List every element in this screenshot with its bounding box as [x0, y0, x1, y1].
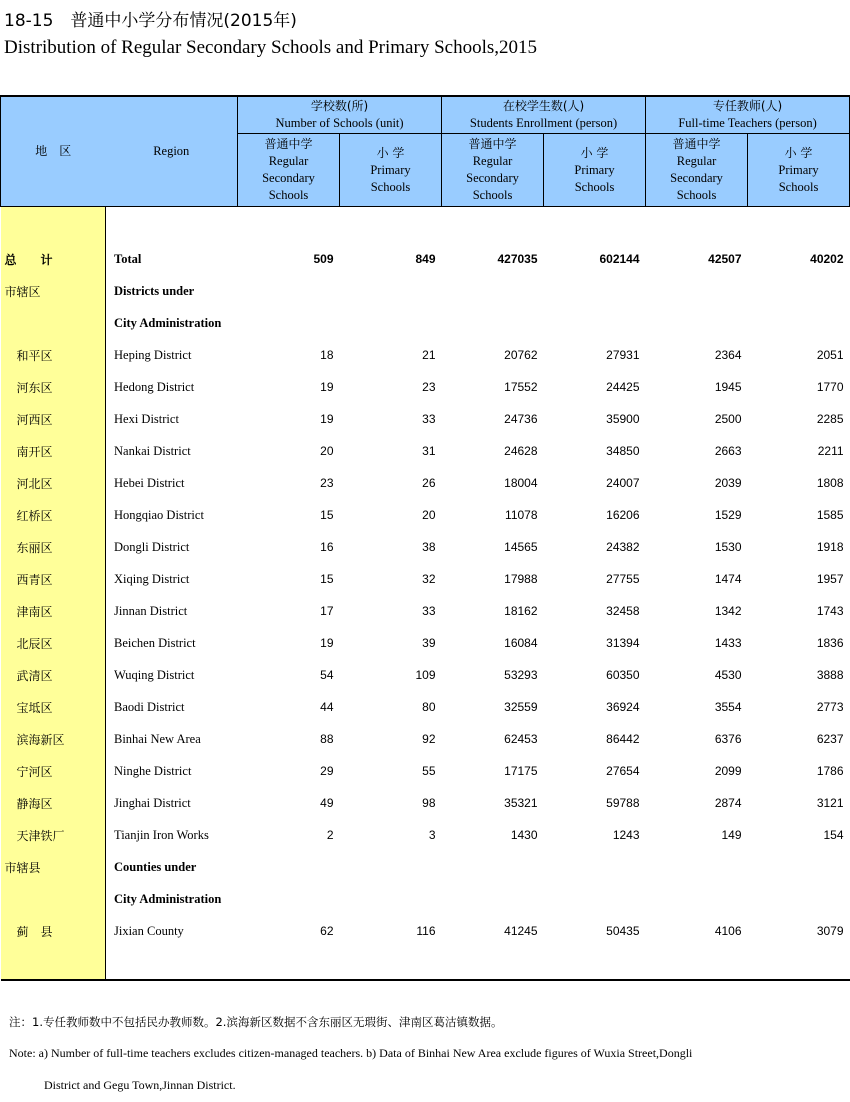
value-cell: 15 [320, 572, 334, 586]
value-cell: 16 [320, 540, 334, 554]
value-cell: 40202 [810, 252, 844, 266]
header-primary: 小 学 Primary Schools [340, 134, 442, 207]
value-cell: 1770 [816, 380, 844, 394]
value-cell: 6376 [714, 732, 742, 746]
region-en-cell: Wuqing District [106, 659, 238, 691]
value-cell: 1474 [714, 572, 742, 586]
header-primary: 小 学 Primary Schools [544, 134, 646, 207]
value-cell: 33 [422, 412, 436, 426]
region-en-cell: Ninghe District [106, 755, 238, 787]
value-cell: 62 [320, 924, 334, 938]
value-cell: 3079 [816, 924, 844, 938]
value-cell [646, 207, 748, 244]
region-en-cell: Hebei District [106, 467, 238, 499]
value-cell: 849 [415, 252, 436, 266]
note-en-line2: District and Gegu Town,Jinnan District. [44, 1078, 236, 1092]
value-cell: 24382 [606, 540, 640, 554]
value-cell: 602144 [599, 252, 640, 266]
value-cell: 1243 [612, 828, 640, 842]
region-cn-cell: 河东区 [1, 371, 106, 403]
value-cell: 54 [320, 668, 334, 682]
value-cell: 86442 [606, 732, 640, 746]
value-cell: 27654 [606, 764, 640, 778]
value-cell: 62453 [504, 732, 538, 746]
value-cell: 15 [320, 508, 334, 522]
value-cell: 19 [320, 412, 334, 426]
value-cell: 1836 [816, 636, 844, 650]
value-cell [340, 883, 442, 915]
value-cell: 14565 [504, 540, 538, 554]
region-en-cell: Jinghai District [106, 787, 238, 819]
value-cell [340, 307, 442, 339]
note-cn: 注：1.专任教师数中不包括民办教师数。2.滨海新区数据不含东丽区无瑕街、津南区葛沽镇数据。 [9, 1015, 503, 1029]
value-cell: 32 [422, 572, 436, 586]
data-table-container [0, 95, 850, 981]
value-cell [748, 275, 850, 307]
value-cell: 2663 [714, 444, 742, 458]
table-row [1, 307, 850, 339]
header-schools: 学校数(所) Number of Schools (unit) [238, 96, 442, 134]
region-cn-cell: 东丽区 [1, 531, 106, 563]
value-cell: 19 [320, 380, 334, 394]
value-cell [238, 947, 340, 980]
region-en-cell: Beichen District [106, 627, 238, 659]
region-cn-cell: 静海区 [1, 787, 106, 819]
region-en-cell: Jinnan District [106, 595, 238, 627]
header-enrollment: 在校学生数(人) Students Enrollment (person) [442, 96, 646, 134]
value-cell: 427035 [497, 252, 538, 266]
value-cell: 2039 [714, 476, 742, 490]
value-cell: 29 [320, 764, 334, 778]
value-cell: 6237 [816, 732, 844, 746]
value-cell [646, 275, 748, 307]
region-en-cell: Nankai District [106, 435, 238, 467]
region-en-cell: City Administration [106, 883, 238, 915]
region-cn-cell: 西青区 [1, 563, 106, 595]
value-cell [544, 307, 646, 339]
table-row [1, 275, 850, 307]
region-en-cell: Xiqing District [106, 563, 238, 595]
region-cn-cell: 蓟 县 [1, 915, 106, 947]
value-cell [442, 883, 544, 915]
value-cell: 509 [313, 252, 334, 266]
region-en-cell: Districts under [106, 275, 238, 307]
table-row [1, 467, 850, 499]
value-cell: 1945 [714, 380, 742, 394]
value-cell: 32458 [606, 604, 640, 618]
value-cell [238, 275, 340, 307]
value-cell: 2051 [816, 348, 844, 362]
value-cell [238, 307, 340, 339]
value-cell: 2211 [817, 444, 844, 458]
header-primary: 小 学 Primary Schools [748, 134, 850, 207]
region-en-cell: Jixian County [106, 915, 238, 947]
value-cell: 1342 [714, 604, 742, 618]
value-cell [442, 851, 544, 883]
table-row [1, 723, 850, 755]
value-cell: 1529 [714, 508, 742, 522]
value-cell [442, 207, 544, 244]
spacer-row [1, 207, 850, 244]
table-row [1, 371, 850, 403]
value-cell: 3 [428, 828, 436, 842]
value-cell: 17 [320, 604, 334, 618]
region-cn-cell: 天津铁厂 [1, 819, 106, 851]
value-cell: 59788 [606, 796, 640, 810]
region-cn-cell: 宝坻区 [1, 691, 106, 723]
region-cn-cell [1, 947, 106, 980]
spacer-row [1, 947, 850, 980]
region-cn-cell: 武清区 [1, 659, 106, 691]
value-cell: 80 [422, 700, 436, 714]
value-cell: 1786 [816, 764, 844, 778]
region-en-cell: Counties under [106, 851, 238, 883]
value-cell: 2285 [816, 412, 844, 426]
region-en-cell: Hongqiao District [106, 499, 238, 531]
value-cell: 27931 [606, 348, 640, 362]
value-cell [340, 207, 442, 244]
value-cell: 1743 [816, 604, 844, 618]
value-cell: 17988 [504, 572, 538, 586]
value-cell: 2364 [714, 348, 742, 362]
header-teachers: 专任教师(人) Full-time Teachers (person) [646, 96, 850, 134]
page-title-en: Distribution of Regular Secondary Schools and Primary Schools,2015 [4, 37, 537, 58]
value-cell: 20762 [504, 348, 538, 362]
value-cell: 35321 [504, 796, 538, 810]
region-cn-cell: 市辖区 [1, 275, 106, 307]
value-cell: 18162 [504, 604, 538, 618]
value-cell: 26 [422, 476, 436, 490]
table-row [1, 787, 850, 819]
region-en-cell [106, 207, 238, 244]
table-row [1, 755, 850, 787]
value-cell: 1918 [816, 540, 844, 554]
value-cell: 36924 [606, 700, 640, 714]
region-cn-cell: 津南区 [1, 595, 106, 627]
value-cell: 1530 [714, 540, 742, 554]
value-cell: 24628 [504, 444, 538, 458]
region-cn-cell: 市辖县 [1, 851, 106, 883]
region-cn-cell: 河北区 [1, 467, 106, 499]
region-cn-cell: 南开区 [1, 435, 106, 467]
value-cell: 20 [320, 444, 334, 458]
value-cell [544, 851, 646, 883]
value-cell [748, 207, 850, 244]
value-cell [544, 883, 646, 915]
value-cell: 23 [422, 380, 436, 394]
value-cell: 32559 [504, 700, 538, 714]
region-cn-cell: 北辰区 [1, 627, 106, 659]
table-row [1, 403, 850, 435]
note-en-line1: Note: a) Number of full-time teachers excludes citizen-managed teachers. b) Data of Binhai New Area exclude figures of Wuxia Street,Dongli [9, 1046, 693, 1060]
value-cell: 23 [320, 476, 334, 490]
table-row [1, 691, 850, 723]
value-cell [340, 947, 442, 980]
value-cell: 1433 [714, 636, 742, 650]
value-cell [646, 947, 748, 980]
value-cell: 21 [422, 348, 436, 362]
value-cell: 33 [422, 604, 436, 618]
value-cell: 1808 [816, 476, 844, 490]
region-cn-cell [1, 307, 106, 339]
value-cell [544, 947, 646, 980]
value-cell [646, 883, 748, 915]
region-cn-cell [1, 883, 106, 915]
header-secondary: 普通中学 Regular Secondary Schools [646, 134, 748, 207]
value-cell: 60350 [606, 668, 640, 682]
table-row [1, 499, 850, 531]
header-secondary: 普通中学 Regular Secondary Schools [238, 134, 340, 207]
region-cn-cell: 滨海新区 [1, 723, 106, 755]
table-row [1, 243, 850, 275]
header-secondary: 普通中学 Regular Secondary Schools [442, 134, 544, 207]
table-row [1, 627, 850, 659]
value-cell: 50435 [606, 924, 640, 938]
value-cell [442, 947, 544, 980]
value-cell: 39 [422, 636, 436, 650]
value-cell: 1430 [510, 828, 538, 842]
table-row [1, 339, 850, 371]
table-row [1, 563, 850, 595]
region-cn-cell: 红桥区 [1, 499, 106, 531]
value-cell: 38 [422, 540, 436, 554]
value-cell: 35900 [606, 412, 640, 426]
value-cell: 18004 [504, 476, 538, 490]
value-cell: 27755 [606, 572, 640, 586]
region-cn-cell: 河西区 [1, 403, 106, 435]
value-cell: 149 [721, 828, 742, 842]
value-cell [442, 307, 544, 339]
value-cell: 42507 [708, 252, 742, 266]
value-cell [748, 307, 850, 339]
value-cell: 109 [415, 668, 436, 682]
value-cell: 88 [320, 732, 334, 746]
table-row [1, 595, 850, 627]
value-cell: 2874 [714, 796, 742, 810]
value-cell: 3121 [816, 796, 844, 810]
value-cell: 53293 [504, 668, 538, 682]
value-cell: 16084 [504, 636, 538, 650]
value-cell [544, 275, 646, 307]
region-en-cell: Dongli District [106, 531, 238, 563]
value-cell: 44 [320, 700, 334, 714]
value-cell: 24425 [606, 380, 640, 394]
value-cell [646, 307, 748, 339]
value-cell: 41245 [504, 924, 538, 938]
region-cn-cell: 和平区 [1, 339, 106, 371]
value-cell [238, 883, 340, 915]
value-cell [748, 883, 850, 915]
region-en-cell: Total [106, 243, 238, 275]
region-en-cell: Binhai New Area [106, 723, 238, 755]
value-cell: 31394 [606, 636, 640, 650]
table-row [1, 883, 850, 915]
schools-table [0, 95, 850, 981]
value-cell: 154 [823, 828, 844, 842]
value-cell: 19 [320, 636, 334, 650]
header-region-cn: 地 区 [1, 96, 106, 207]
value-cell: 1957 [816, 572, 844, 586]
table-row [1, 851, 850, 883]
region-en-cell: Tianjin Iron Works [106, 819, 238, 851]
region-en-cell: Hedong District [106, 371, 238, 403]
value-cell: 24736 [504, 412, 538, 426]
region-en-cell [106, 947, 238, 980]
table-row [1, 435, 850, 467]
value-cell: 98 [422, 796, 436, 810]
table-row [1, 819, 850, 851]
table-row [1, 659, 850, 691]
value-cell [442, 275, 544, 307]
table-body [1, 207, 850, 981]
value-cell: 17175 [504, 764, 538, 778]
table-row [1, 915, 850, 947]
region-en-cell: City Administration [106, 307, 238, 339]
value-cell [238, 851, 340, 883]
region-en-cell: Baodi District [106, 691, 238, 723]
value-cell: 92 [422, 732, 436, 746]
region-en-cell: Heping District [106, 339, 238, 371]
value-cell [544, 207, 646, 244]
region-en-cell: Hexi District [106, 403, 238, 435]
value-cell: 4106 [714, 924, 742, 938]
table-row [1, 531, 850, 563]
value-cell [748, 947, 850, 980]
value-cell: 20 [422, 508, 436, 522]
value-cell [646, 851, 748, 883]
value-cell: 3554 [714, 700, 742, 714]
value-cell: 2500 [714, 412, 742, 426]
value-cell: 49 [320, 796, 334, 810]
value-cell: 55 [422, 764, 436, 778]
value-cell: 18 [320, 348, 334, 362]
page-title-cn: 18-15 普通中小学分布情况(2015年) [4, 11, 297, 31]
value-cell [340, 851, 442, 883]
region-cn-cell: 宁河区 [1, 755, 106, 787]
value-cell: 31 [422, 444, 436, 458]
value-cell: 116 [416, 924, 436, 938]
value-cell: 2 [326, 828, 334, 842]
value-cell: 2773 [816, 700, 844, 714]
region-cn-cell [1, 207, 106, 244]
value-cell [238, 207, 340, 244]
value-cell: 24007 [606, 476, 640, 490]
value-cell: 11078 [505, 508, 538, 522]
value-cell: 17552 [504, 380, 538, 394]
value-cell: 1585 [816, 508, 844, 522]
value-cell: 16206 [606, 508, 640, 522]
value-cell: 34850 [606, 444, 640, 458]
value-cell [748, 851, 850, 883]
value-cell: 3888 [816, 668, 844, 682]
region-cn-cell: 总 计 [1, 243, 106, 275]
header-region-en: Region [106, 96, 238, 207]
value-cell: 4530 [714, 668, 742, 682]
value-cell: 2099 [714, 764, 742, 778]
value-cell [340, 275, 442, 307]
